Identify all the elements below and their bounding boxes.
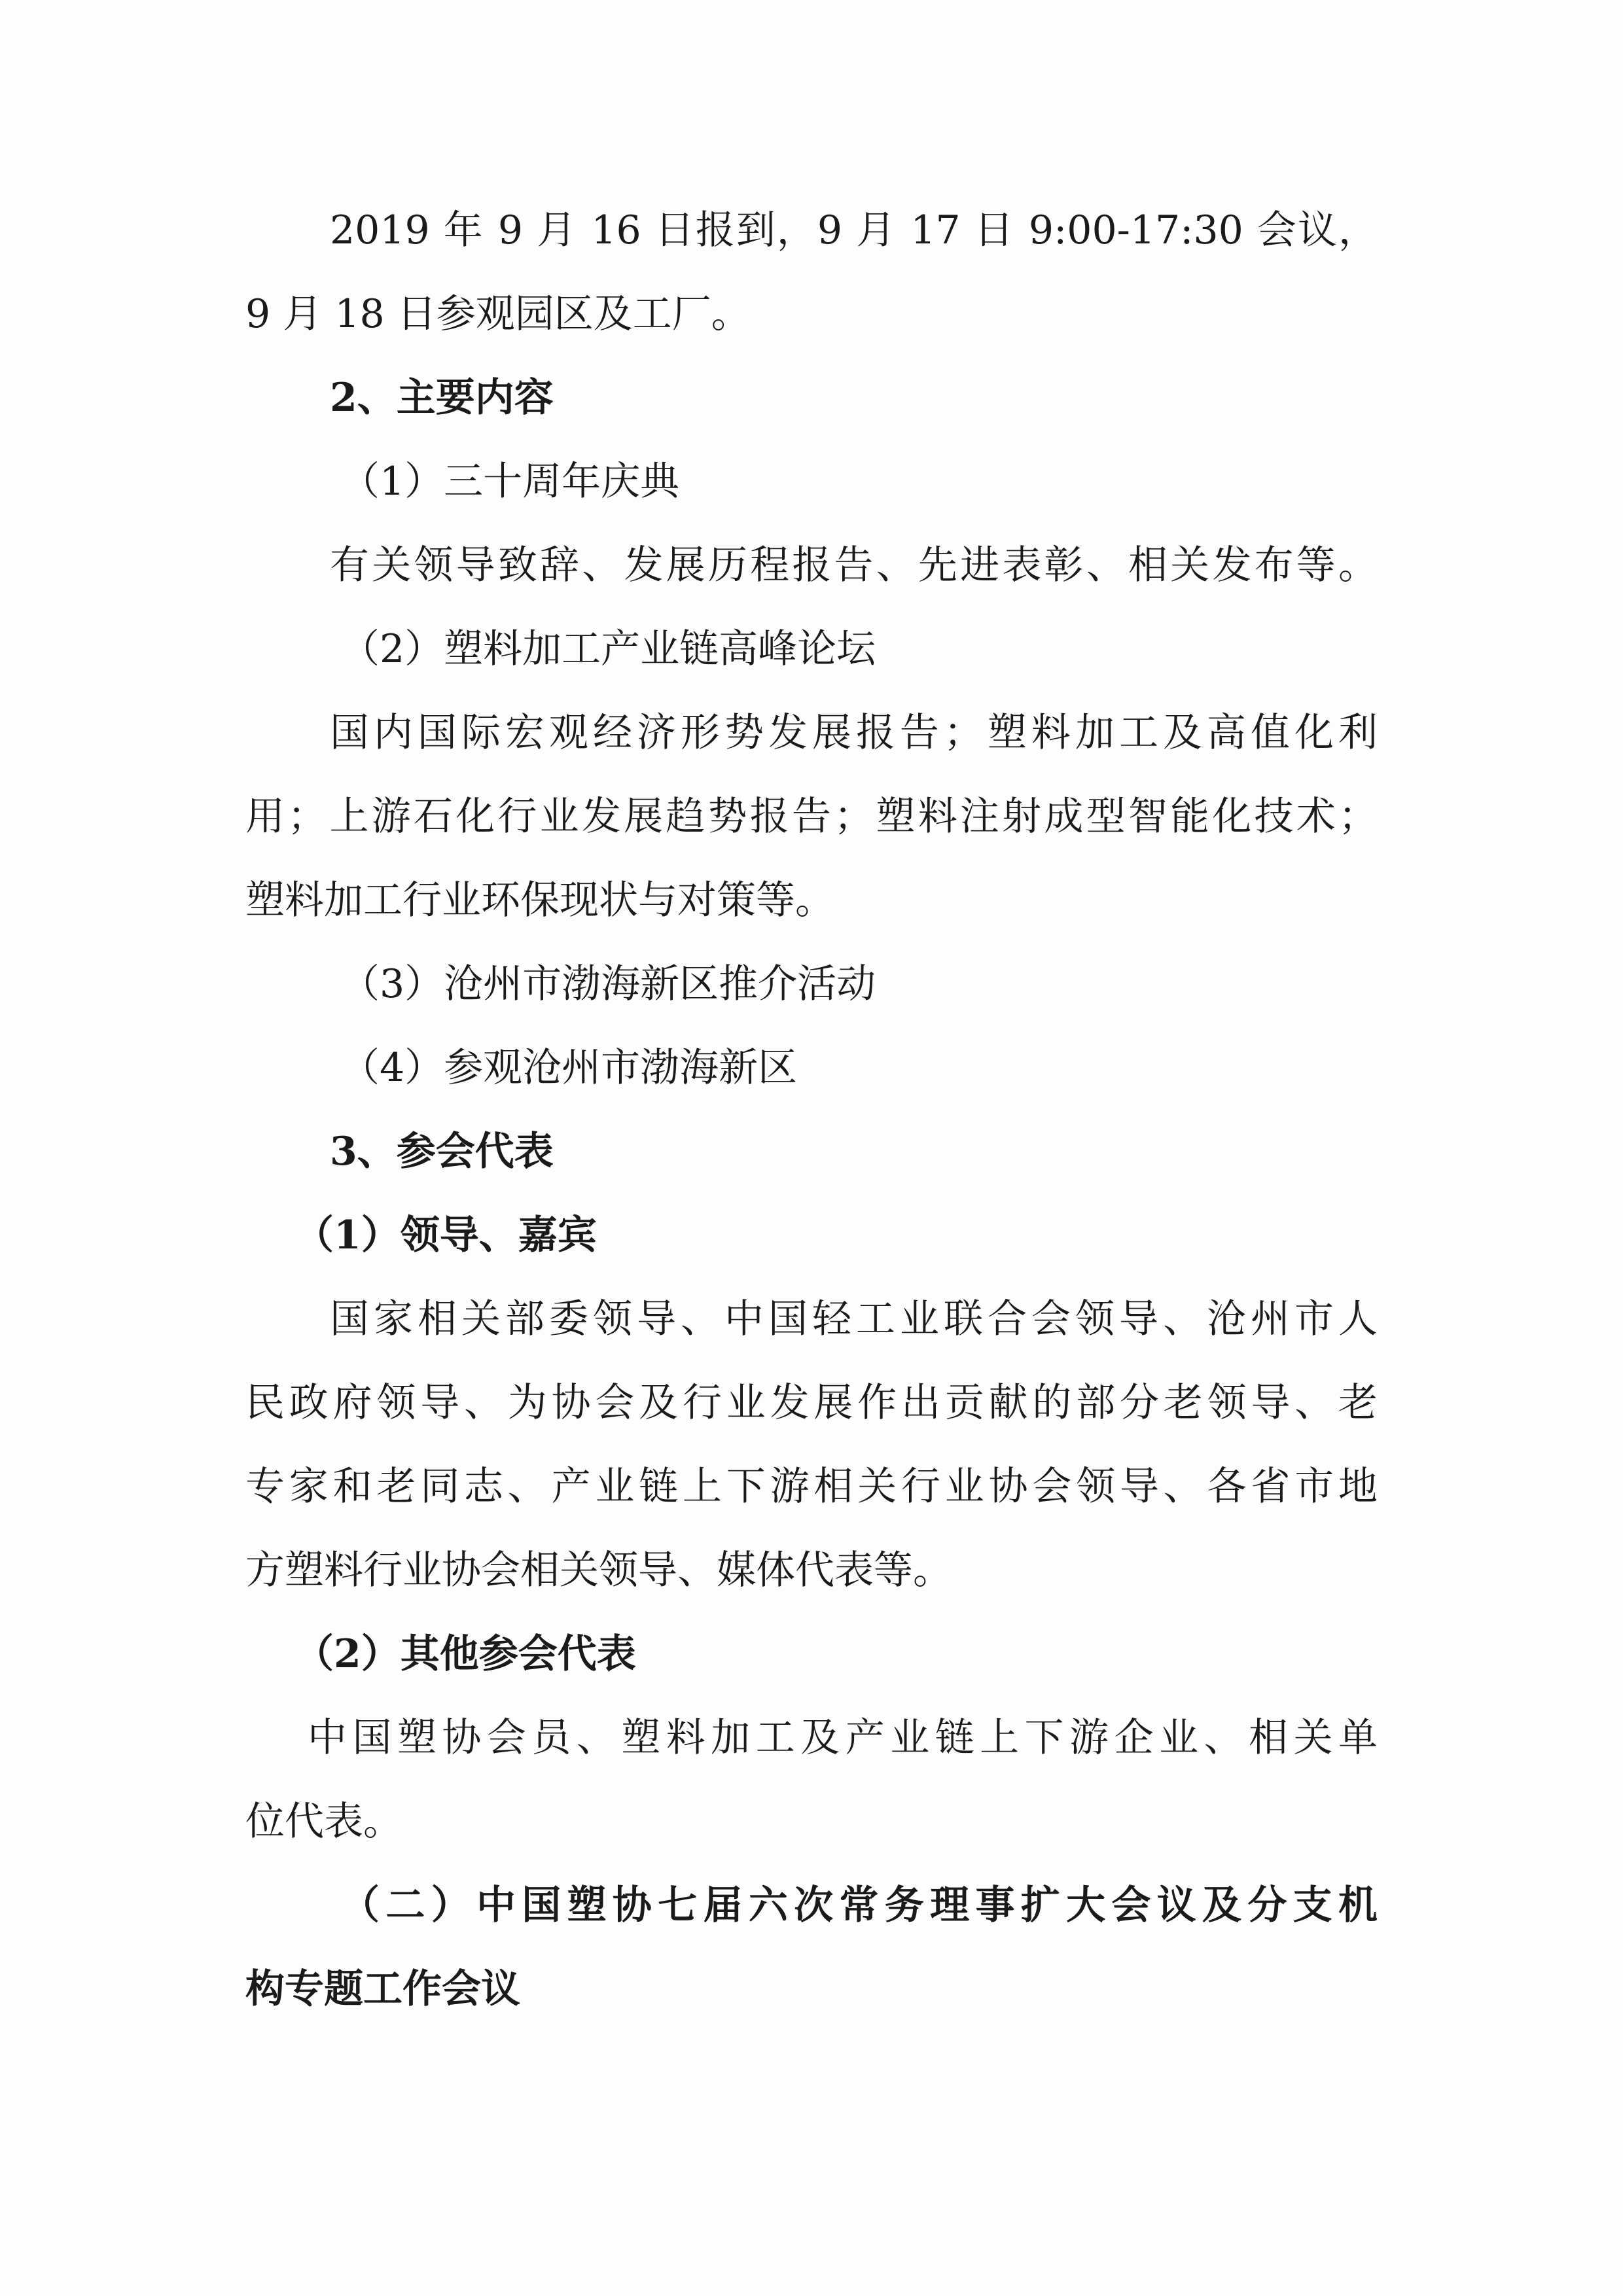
item-2-body-line-3: 塑料加工行业环保现状与对策等。: [245, 877, 834, 923]
schedule-line-1: 2019 年 9 月 16 日报到，9 月 17 日 9:00-17:30 会议，: [330, 207, 1378, 253]
delegates-1-body-line-4: 方塑料行业协会相关领导、媒体代表等。: [245, 1547, 952, 1593]
schedule-line-2: 9 月 18 日参观园区及工厂。: [245, 291, 751, 337]
item-2-title: （2）塑料加工产业链高峰论坛: [340, 626, 876, 672]
delegates-1-body-line-1: 国家相关部委领导、中国轻工业联合会领导、沧州市人: [330, 1296, 1378, 1342]
item-2-body-line-1: 国内国际宏观经济形势发展报告；塑料加工及高值化利: [330, 710, 1378, 756]
section-2-heading-line-1: （二）中国塑协七届六次常务理事扩大会议及分支机: [340, 1882, 1378, 1928]
heading-delegates: 3、参会代表: [330, 1129, 554, 1174]
delegates-1-body-line-3: 专家和老同志、产业链上下游相关行业协会领导、各省市地: [245, 1464, 1378, 1510]
delegates-1-body-line-2: 民政府领导、为协会及行业发展作出贡献的部分老领导、老: [245, 1380, 1378, 1426]
item-4-title: （4）参观沧州市渤海新区: [340, 1045, 798, 1091]
delegates-2-body-line-2: 位代表。: [245, 1799, 402, 1845]
delegates-1-title: （1）领导、嘉宾: [294, 1212, 597, 1258]
delegates-2-body-line-1: 中国塑协会员、塑料加工及产业链上下游企业、相关单: [308, 1715, 1378, 1761]
heading-main-content: 2、主要内容: [330, 375, 554, 421]
item-2-body-line-2: 用；上游石化行业发展趋势报告；塑料注射成型智能化技术；: [245, 794, 1378, 839]
item-1-body: 有关领导致辞、发展历程报告、先进表彰、相关发布等。: [330, 542, 1378, 588]
section-2-heading-line-2: 构专题工作会议: [245, 1966, 520, 2012]
item-1-title: （1）三十周年庆典: [340, 459, 680, 504]
delegates-2-title: （2）其他参会代表: [294, 1631, 636, 1677]
item-3-title: （3）沧州市渤海新区推介活动: [340, 961, 876, 1007]
